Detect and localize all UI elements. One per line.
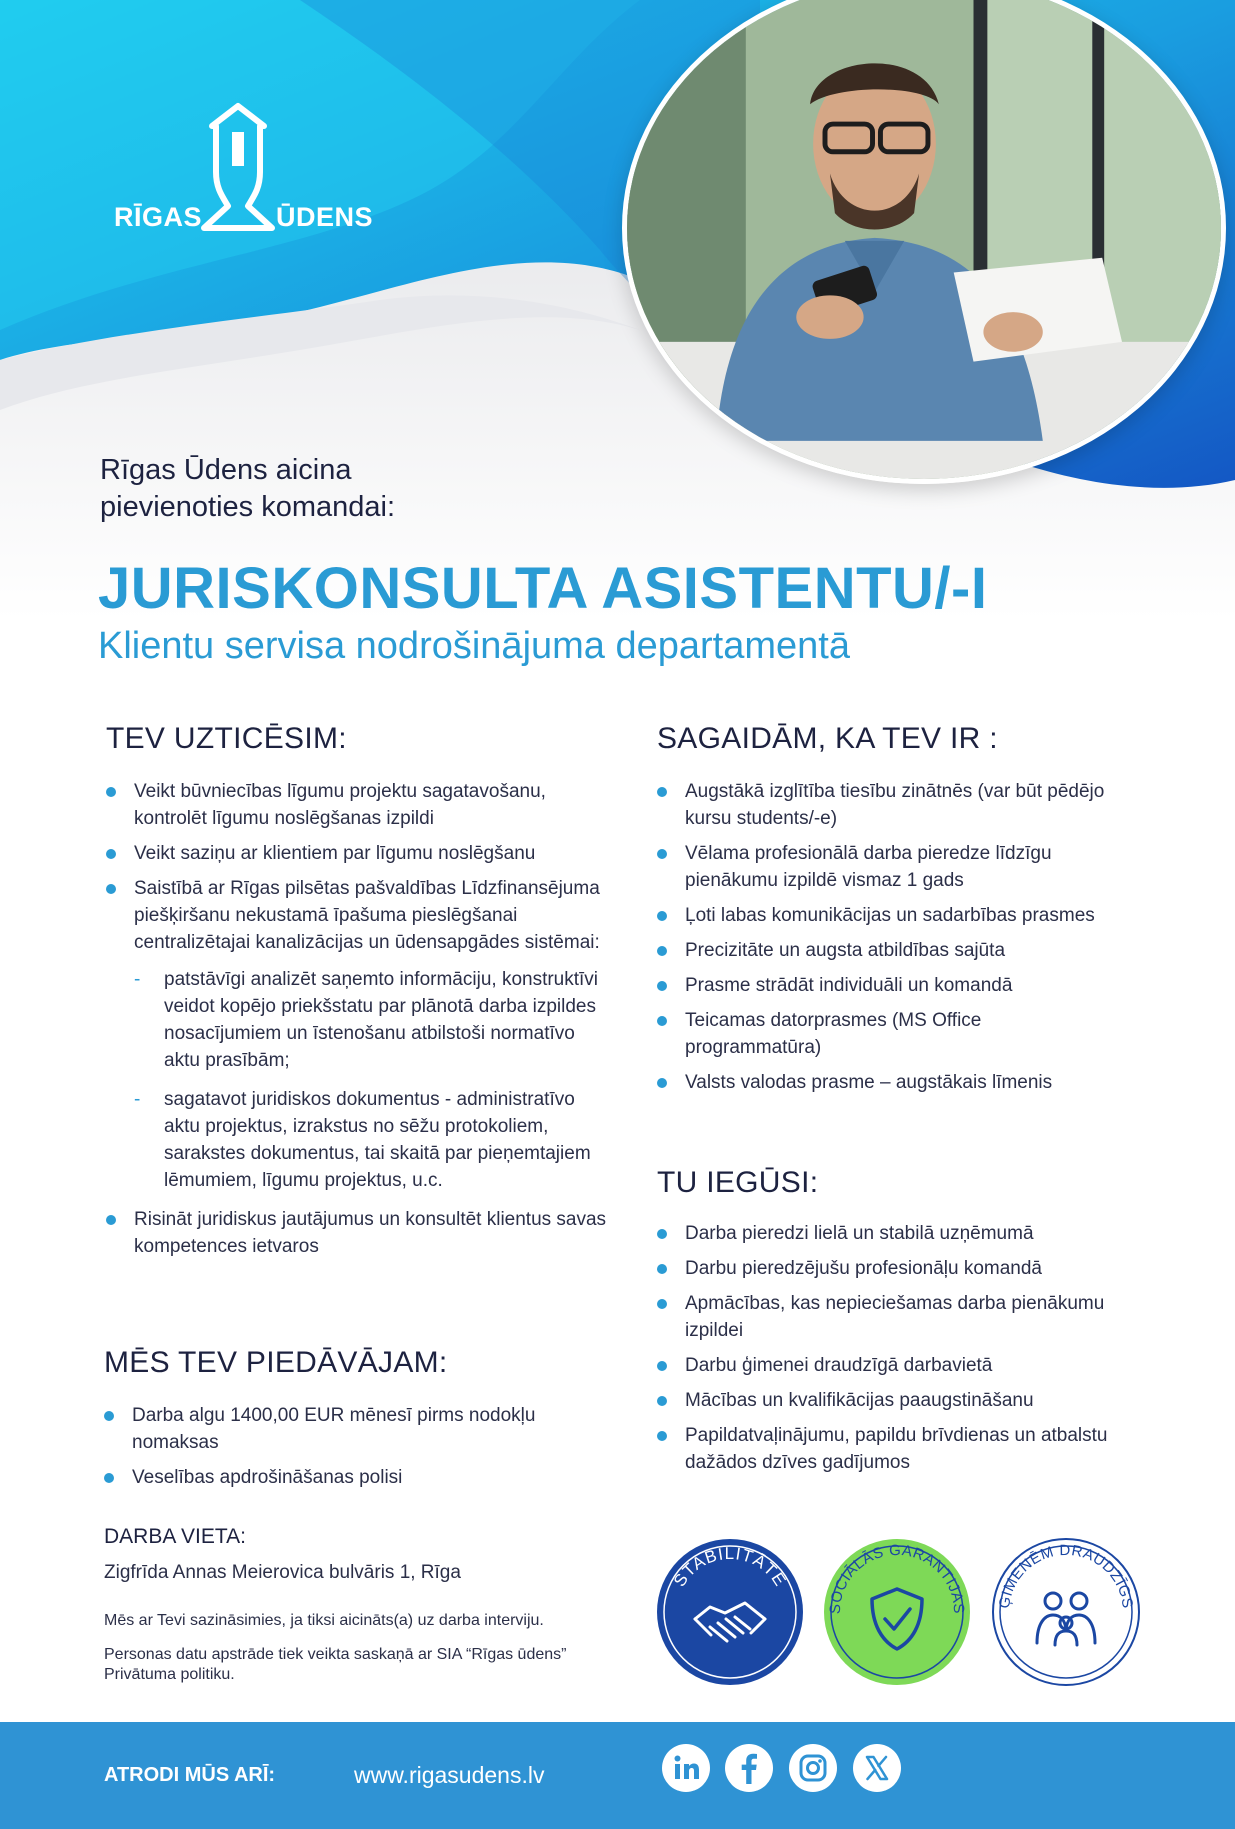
list-item: Ļoti labas komunikācijas un sadarbības prasmes (657, 902, 1117, 929)
logo-text-left: RĪGAS (114, 202, 203, 232)
list-item: Mācības un kvalifikācijas paaugstināšanu (657, 1387, 1117, 1414)
list-item: Risināt juridiskus jautājumus un konsultēt klientus savas kompetences ietvaros (106, 1206, 614, 1260)
list-item: Saistībā ar Rīgas pilsētas pašvaldības Līdzfinansējuma piešķiršanu nekustamā īpašuma pieslēgšanai centralizētajai kanalizācijas un ūdensapgādes sistēmai: - patstāvīgi analizēt saņemto informāciju, konstruktīvi veidot kopējo priekšstatu par plānotā darba izpildes nosacījumiem un īstenošanu atbilstoši normatīvo aktu prasībām; - sagatavot juridiskos dokumentus - administratīvo aktu projektus, izrakstus no sēžu protokoliem, sarakstes dokumentus, tai skaitā par pieņemtajiem lēmumiem, līgumu projektus, u.c. (106, 875, 614, 1194)
list-item: Prasme strādāt individuāli un komandā (657, 972, 1117, 999)
intro-text (100, 452, 620, 526)
water-tower-icon (198, 102, 278, 232)
offer-list (104, 1402, 584, 1499)
benefits-heading: TU IEGŪSI: (657, 1166, 819, 1199)
stability-badge-text: STABILITĀTE (669, 1543, 791, 1591)
requirements-heading: SAGAIDĀM, KA TEV IR : (657, 722, 998, 755)
list-item: Darbu ģimenei draudzīgā darbavietā (657, 1352, 1117, 1379)
sub-list-item: - sagatavot juridiskos dokumentus - administratīvo aktu projektus, izrakstus no sēžu protokoliem, sarakstes dokumentus, tai skaitā par pieņemtajiem lēmumiem, līgumu projektus, u.c. (134, 1086, 614, 1194)
facebook-icon[interactable] (725, 1744, 773, 1792)
sub-list-item: - patstāvīgi analizēt saņemto informāciju, konstruktīvi veidot kopējo priekšstatu par plānotā darba izpildes nosacījumiem un īstenošanu atbilstoši normatīvo aktu prasībām; (134, 966, 614, 1074)
list-item: Darba algu 1400,00 EUR mēnesī pirms nodokļu nomaksas (104, 1402, 584, 1456)
list-item: Papildatvaļinājumu, papildu brīvdienas un atbalstu dažādos dzīves gadījumos (657, 1422, 1117, 1476)
requirements-list (657, 778, 1117, 1104)
job-department: Klientu servisa nodrošinājuma departamentā (98, 625, 850, 667)
list-item: Precizitāte un augsta atbildības sajūta (657, 937, 1117, 964)
list-item: Darbu pieredzējušu profesionāļu komandā (657, 1255, 1117, 1282)
logo-text-right: ŪDENS (276, 202, 374, 232)
instagram-icon[interactable] (789, 1744, 837, 1792)
social-badge-text: SOCIĀLĀS GARANTIJAS (826, 1541, 968, 1615)
list-item: Valsts valodas prasme – augstākais līmenis (657, 1069, 1117, 1096)
intro-line-1: Rīgas Ūdens aicina (100, 454, 352, 486)
social-guarantees-badge (822, 1537, 972, 1687)
rigas-udens-logo (110, 102, 372, 242)
list-item: Apmācības, kas nepieciešamas darba pienākumu izpildei (657, 1290, 1117, 1344)
workplace-label: DARBA VIETA: (104, 1525, 246, 1548)
footer-bar (0, 1722, 1235, 1829)
tasks-list (106, 778, 614, 1268)
workplace-address: Zigfrīda Annas Meierovica bulvāris 1, Rīga (104, 1562, 461, 1583)
tasks-sublist (134, 966, 614, 1194)
tasks-heading: TEV UZTICĒSIM: (106, 722, 347, 755)
footer-label: ATRODI MŪS ARĪ: (104, 1764, 276, 1786)
privacy-note: Personas datu apstrāde tiek veikta saskaņā ar SIA “Rīgas ūdens” Privātuma politiku. (104, 1646, 567, 1683)
list-item: Vēlama profesionālā darba pieredze līdzīgu pienākumu izpildē vismaz 1 gads (657, 840, 1117, 894)
linkedin-icon[interactable] (662, 1744, 710, 1792)
benefits-list (657, 1220, 1117, 1484)
intro-line-2: pievienoties komandai: (100, 491, 396, 523)
x-icon[interactable] (853, 1744, 901, 1792)
job-title: JURISKONSULTA ASISTENTU/-I (98, 556, 988, 621)
website-link[interactable]: www.rigasudens.lv (354, 1762, 545, 1788)
list-item: Veikt saziņu ar klientiem par līgumu noslēgšanu (106, 840, 614, 867)
list-item: Darba pieredzi lielā un stabilā uzņēmumā (657, 1220, 1117, 1247)
list-item: Veikt būvniecības līgumu projektu sagatavošanu, kontrolēt līgumu noslēgšanas izpildi (106, 778, 614, 832)
list-item: Teicamas datorprasmes (MS Office programmatūra) (657, 1007, 1117, 1061)
contact-note: Mēs ar Tevi sazināsimies, ja tiksi aicināts(a) uz darba interviju. (104, 1612, 544, 1629)
family-friendly-badge (991, 1537, 1141, 1687)
offer-heading: MĒS TEV PIEDĀVĀJAM: (104, 1346, 448, 1379)
list-item: Veselības apdrošināšanas polisi (104, 1464, 584, 1491)
stability-badge (655, 1537, 805, 1687)
family-badge-text: ĢIMENĒM DRAUDZĪGS (995, 1541, 1137, 1610)
list-item: Augstākā izglītība tiesību zinātnēs (var būt pēdējo kursu students/-e) (657, 778, 1117, 832)
